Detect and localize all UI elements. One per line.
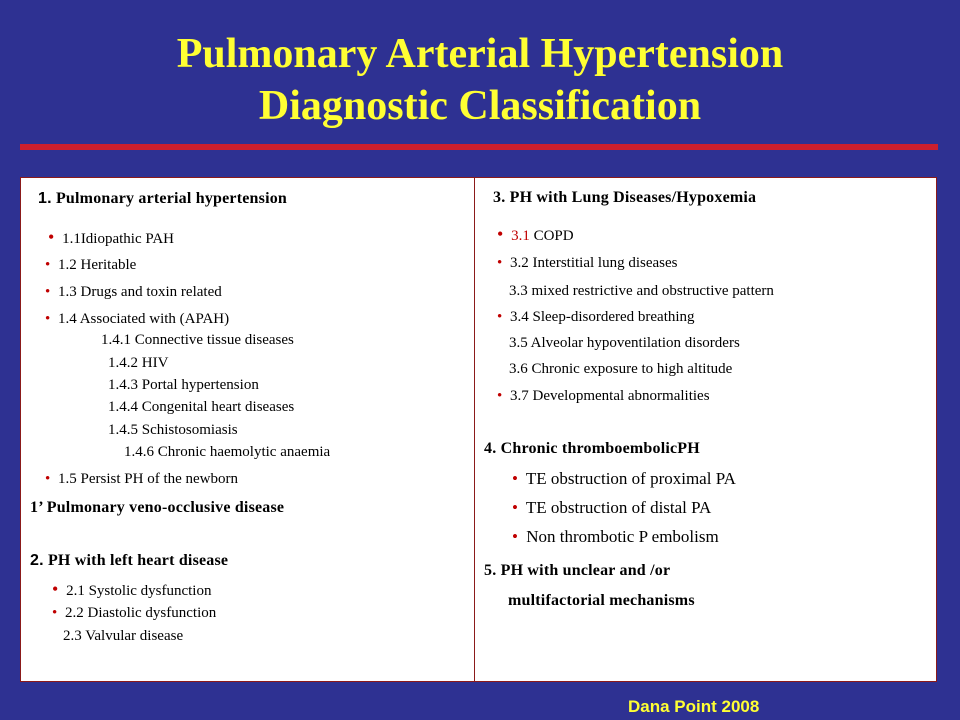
- bullet-icon: •: [497, 388, 503, 404]
- item-4-1: • TE obstruction of proximal PA: [512, 469, 736, 488]
- title-divider-rule: [20, 144, 938, 150]
- item-3-4: • 3.4 Sleep-disordered breathing: [497, 309, 695, 325]
- heading-group-4: 4. Chronic thromboembolicPH: [484, 440, 700, 457]
- item-4-3: • Non thrombotic P embolism: [512, 527, 719, 546]
- footer-source: Dana Point 2008: [628, 697, 760, 716]
- item-1-4-3: 1.4.3 Portal hypertension: [108, 377, 259, 393]
- item-1-4: • 1.4 Associated with (APAH): [45, 311, 230, 327]
- item-3-2: • 3.2 Interstitial lung diseases: [497, 255, 678, 271]
- item-2-3: 2.3 Valvular disease: [63, 628, 184, 644]
- item-1-3: • 1.3 Drugs and toxin related: [45, 284, 222, 300]
- item-3-5: 3.5 Alveolar hypoventilation disorders: [509, 335, 740, 351]
- title-line-1: Pulmonary Arterial Hypertension: [176, 31, 784, 77]
- bullet-icon: •: [497, 255, 503, 271]
- bullet-icon: •: [512, 498, 518, 517]
- item-1-4-6: 1.4.6 Chronic haemolytic anaemia: [124, 444, 331, 460]
- bullet-icon: •: [45, 257, 51, 273]
- bullet-icon: •: [497, 309, 503, 325]
- item-2-2: • 2.2 Diastolic dysfunction: [52, 605, 217, 621]
- item-3-1: • 3.1 COPD: [497, 224, 574, 244]
- heading-group-1: 1. Pulmonary arterial hypertension: [38, 190, 288, 207]
- item-1-4-5: 1.4.5 Schistosomiasis: [108, 422, 238, 438]
- column-divider: [474, 177, 475, 682]
- bullet-icon: •: [45, 471, 51, 487]
- title-line-2: Diagnostic Classification: [258, 83, 702, 129]
- slide-title: [0, 28, 960, 132]
- heading-group-3: 3. PH with Lung Diseases/Hypoxemia: [493, 189, 757, 206]
- bullet-icon: •: [52, 605, 58, 621]
- heading-group-1-prime: 1’ Pulmonary veno-occlusive disease: [30, 499, 285, 516]
- item-1-5: • 1.5 Persist PH of the newborn: [45, 471, 239, 487]
- bullet-icon: •: [48, 227, 55, 247]
- item-1-2: • 1.2 Heritable: [45, 257, 137, 273]
- item-3-6: 3.6 Chronic exposure to high altitude: [509, 361, 733, 377]
- item-3-7: • 3.7 Developmental abnormalities: [497, 388, 710, 404]
- bullet-icon: •: [497, 224, 504, 244]
- item-3-3: 3.3 mixed restrictive and obstructive pattern: [509, 283, 774, 299]
- item-2-1: • 2.1 Systolic dysfunction: [52, 579, 212, 599]
- bullet-icon: •: [512, 527, 518, 546]
- item-1-4-1: 1.4.1 Connective tissue diseases: [101, 332, 294, 348]
- heading-group-5: 5. PH with unclear and /or: [484, 562, 671, 579]
- bullet-icon: •: [512, 469, 518, 488]
- item-4-2: • TE obstruction of distal PA: [512, 498, 712, 517]
- item-1-1: • 1.1Idiopathic PAH: [48, 227, 175, 247]
- item-1-4-2: 1.4.2 HIV: [108, 355, 169, 371]
- heading-group-5-line-2: multifactorial mechanisms: [508, 592, 695, 609]
- heading-group-2: 2. PH with left heart disease: [30, 552, 229, 569]
- item-1-4-4: 1.4.4 Congenital heart diseases: [108, 399, 295, 415]
- bullet-icon: •: [45, 284, 51, 300]
- bullet-icon: •: [45, 311, 51, 327]
- bullet-icon: •: [52, 579, 59, 599]
